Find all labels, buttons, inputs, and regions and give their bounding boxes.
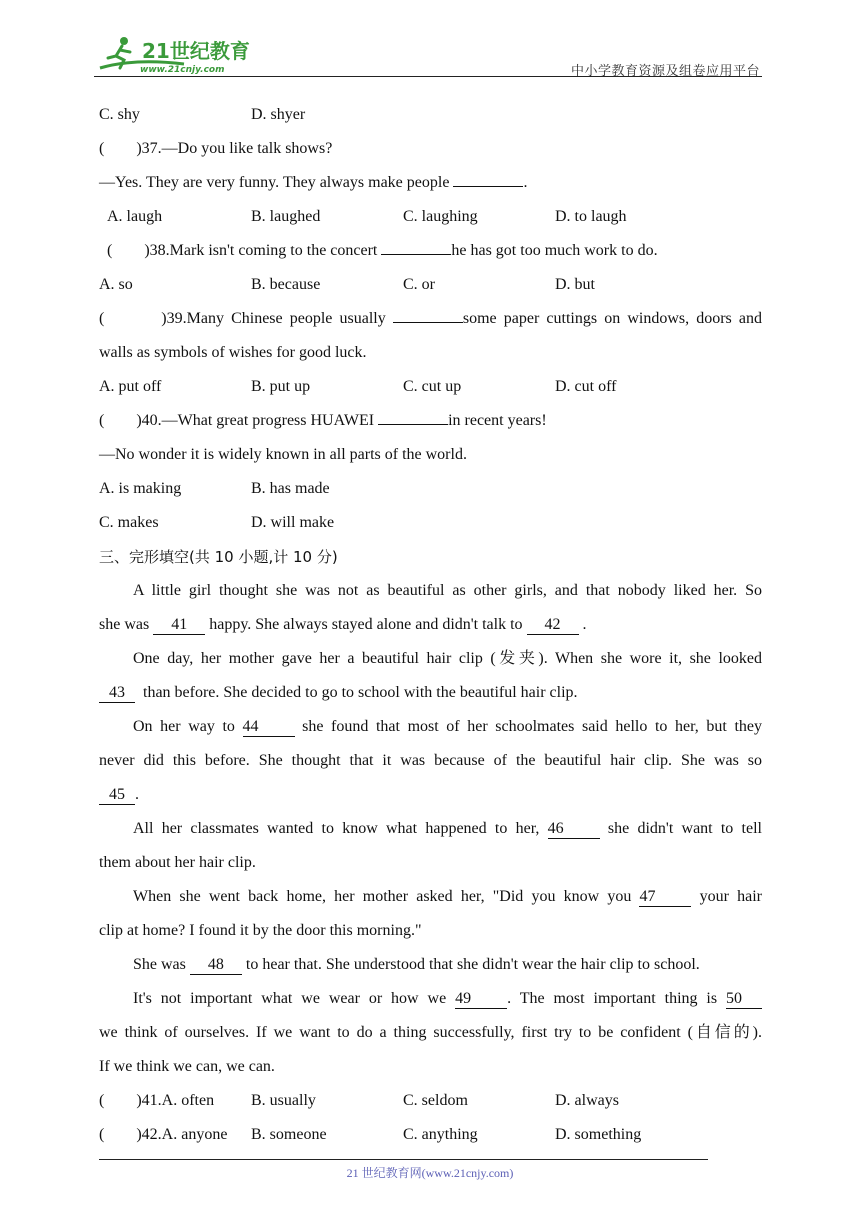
cloze-blank-44: 44	[243, 718, 295, 737]
answer-blank	[393, 322, 463, 323]
answer-paren: ( )42.	[99, 1126, 162, 1143]
passage-line: never did this before. She thought that it was because of the beautiful hair clip. She was so	[99, 752, 762, 769]
passage-line: If we think we can, we can.	[99, 1058, 275, 1075]
passage-line: we think of ourselves. If we want to do a thing successfully, first try to be confident (自信的).	[99, 1024, 762, 1041]
option-d: D. will make	[251, 514, 335, 531]
passage-text: she didn't want to tell	[599, 820, 762, 837]
passage-text: It's not important what we wear or how we	[133, 990, 456, 1007]
option-b: B. usually	[251, 1092, 316, 1109]
passage-text: .	[135, 786, 139, 803]
passage-line	[99, 950, 762, 984]
option-c: C. anything	[403, 1126, 478, 1143]
option-a: A. often	[161, 1092, 215, 1109]
question-41	[99, 1086, 762, 1120]
answer-blank	[453, 186, 523, 187]
question-40-reply: —No wonder it is widely known in all parts of the world.	[99, 446, 467, 463]
answer-blank	[378, 424, 448, 425]
logo-text: 21世纪教育	[142, 39, 250, 63]
cloze-blank-42: 42	[527, 616, 579, 635]
passage-text: When she went back home, her mother asked her, "Did you know you	[133, 888, 640, 905]
option-b: B. laughed	[251, 208, 321, 225]
question-39-cont: walls as symbols of wishes for good luck.	[99, 344, 367, 361]
options-row-39	[99, 372, 762, 406]
question-40	[99, 406, 762, 440]
option-b: B. someone	[251, 1126, 327, 1143]
answer-blank	[381, 254, 451, 255]
passage-line	[99, 814, 762, 848]
options-row-40a	[99, 474, 762, 508]
passage-line	[99, 780, 762, 814]
cloze-blank-43: 43	[99, 684, 135, 703]
logo-subtext: www.21cnjy.com	[140, 65, 225, 75]
passage-text: your hair	[691, 888, 763, 905]
cloze-blank-47: 47	[639, 888, 691, 907]
option-c: C. or	[403, 276, 435, 293]
answer-paren: ( )37.	[99, 140, 162, 157]
option-c: C. seldom	[403, 1092, 468, 1109]
passage-text: to hear that. She understood that she didn't wear the hair clip to school.	[241, 956, 700, 973]
question-37-reply	[99, 168, 762, 202]
question-39	[99, 304, 762, 338]
question-text: .	[523, 174, 528, 191]
passage-text: she found that most of her schoolmates said hello to her, but they	[294, 718, 762, 735]
option-c: C. cut up	[403, 378, 462, 395]
question-42	[99, 1120, 762, 1154]
option-d: D. always	[555, 1092, 619, 1109]
passage-text: On her way to	[133, 718, 243, 735]
passage-text: . The most important thing is	[507, 990, 726, 1007]
passage-text: she was	[99, 616, 154, 633]
passage-line	[99, 678, 762, 712]
option-c: C. makes	[99, 514, 159, 531]
option-d: D. cut off	[555, 378, 617, 395]
option-d: D. to laugh	[555, 208, 627, 225]
passage-line	[99, 610, 762, 644]
question-text: ( )40.—What great progress HUAWEI	[99, 412, 379, 429]
passage-text: .	[578, 616, 587, 633]
answer-paren-option-a	[99, 1086, 214, 1116]
cloze-blank-41: 41	[153, 616, 205, 635]
passage-line	[99, 882, 762, 916]
option-b: B. because	[251, 276, 321, 293]
options-row-40b	[99, 508, 762, 542]
header-divider	[94, 76, 762, 77]
option-a: A. put off	[99, 378, 162, 395]
question-text: —Do you like talk shows?	[161, 140, 333, 157]
option-b: B. put up	[251, 378, 311, 395]
options-row-36	[99, 100, 762, 134]
passage-text: than before. She decided to go to school with the beautiful hair clip.	[135, 684, 578, 701]
section-title-cloze: 三、完形填空(共 10 小题,计 10 分)	[99, 548, 338, 566]
passage-text: She was	[133, 956, 190, 973]
cloze-blank-50: 50	[726, 990, 762, 1009]
option-c: C. laughing	[403, 208, 478, 225]
cloze-blank-45: 45	[99, 786, 135, 805]
question-text: he has got too much work to do.	[451, 242, 658, 259]
passage-text: All her classmates wanted to know what happened to her,	[133, 820, 548, 837]
options-row-38	[99, 270, 762, 304]
passage-line	[99, 984, 762, 1018]
question-text: ( )39.Many Chinese people usually	[99, 310, 393, 327]
option-c: C. shy	[99, 106, 140, 123]
options-row-37	[107, 202, 770, 236]
passage-line: One day, her mother gave her a beautiful hair clip (发夹). When she wore it, she looked	[133, 650, 762, 667]
document-body	[99, 100, 762, 1154]
passage-line: them about her hair clip.	[99, 854, 256, 871]
cloze-blank-49: 49	[455, 990, 507, 1009]
passage-line: clip at home? I found it by the door this morning."	[99, 922, 422, 939]
option-d: D. shyer	[251, 106, 306, 123]
option-b: B. has made	[251, 480, 330, 497]
answer-paren: ( )41.	[99, 1092, 162, 1109]
cloze-blank-48: 48	[190, 956, 242, 975]
page-footer: 21 世纪教育网(www.21cnjy.com)	[346, 1166, 514, 1180]
cloze-blank-46: 46	[548, 820, 600, 839]
question-text: some paper cuttings on windows, doors and	[462, 310, 762, 327]
passage-line: A little girl thought she was not as beautiful as other girls, and that nobody liked her. So	[133, 582, 762, 599]
option-a: A. so	[99, 276, 133, 293]
logo-icon	[94, 34, 264, 76]
option-a: A. is making	[99, 480, 182, 497]
answer-paren-option-a	[99, 1120, 227, 1150]
page-header	[94, 30, 762, 78]
question-38	[99, 236, 762, 270]
passage-text: happy. She always stayed alone and didn't talk to	[205, 616, 527, 633]
footer-divider	[99, 1159, 708, 1160]
passage-line	[99, 712, 762, 746]
question-37	[99, 134, 762, 168]
question-text: —Yes. They are very funny. They always make people	[99, 174, 454, 191]
option-d: D. but	[555, 276, 595, 293]
option-a: A. anyone	[161, 1126, 228, 1143]
option-d: D. something	[555, 1126, 642, 1143]
question-text: ( )38.Mark isn't coming to the concert	[107, 242, 382, 259]
question-text: in recent years!	[448, 412, 547, 429]
option-a: A. laugh	[107, 208, 163, 225]
header-platform-text: 中小学教育资源及组卷应用平台	[570, 64, 760, 79]
